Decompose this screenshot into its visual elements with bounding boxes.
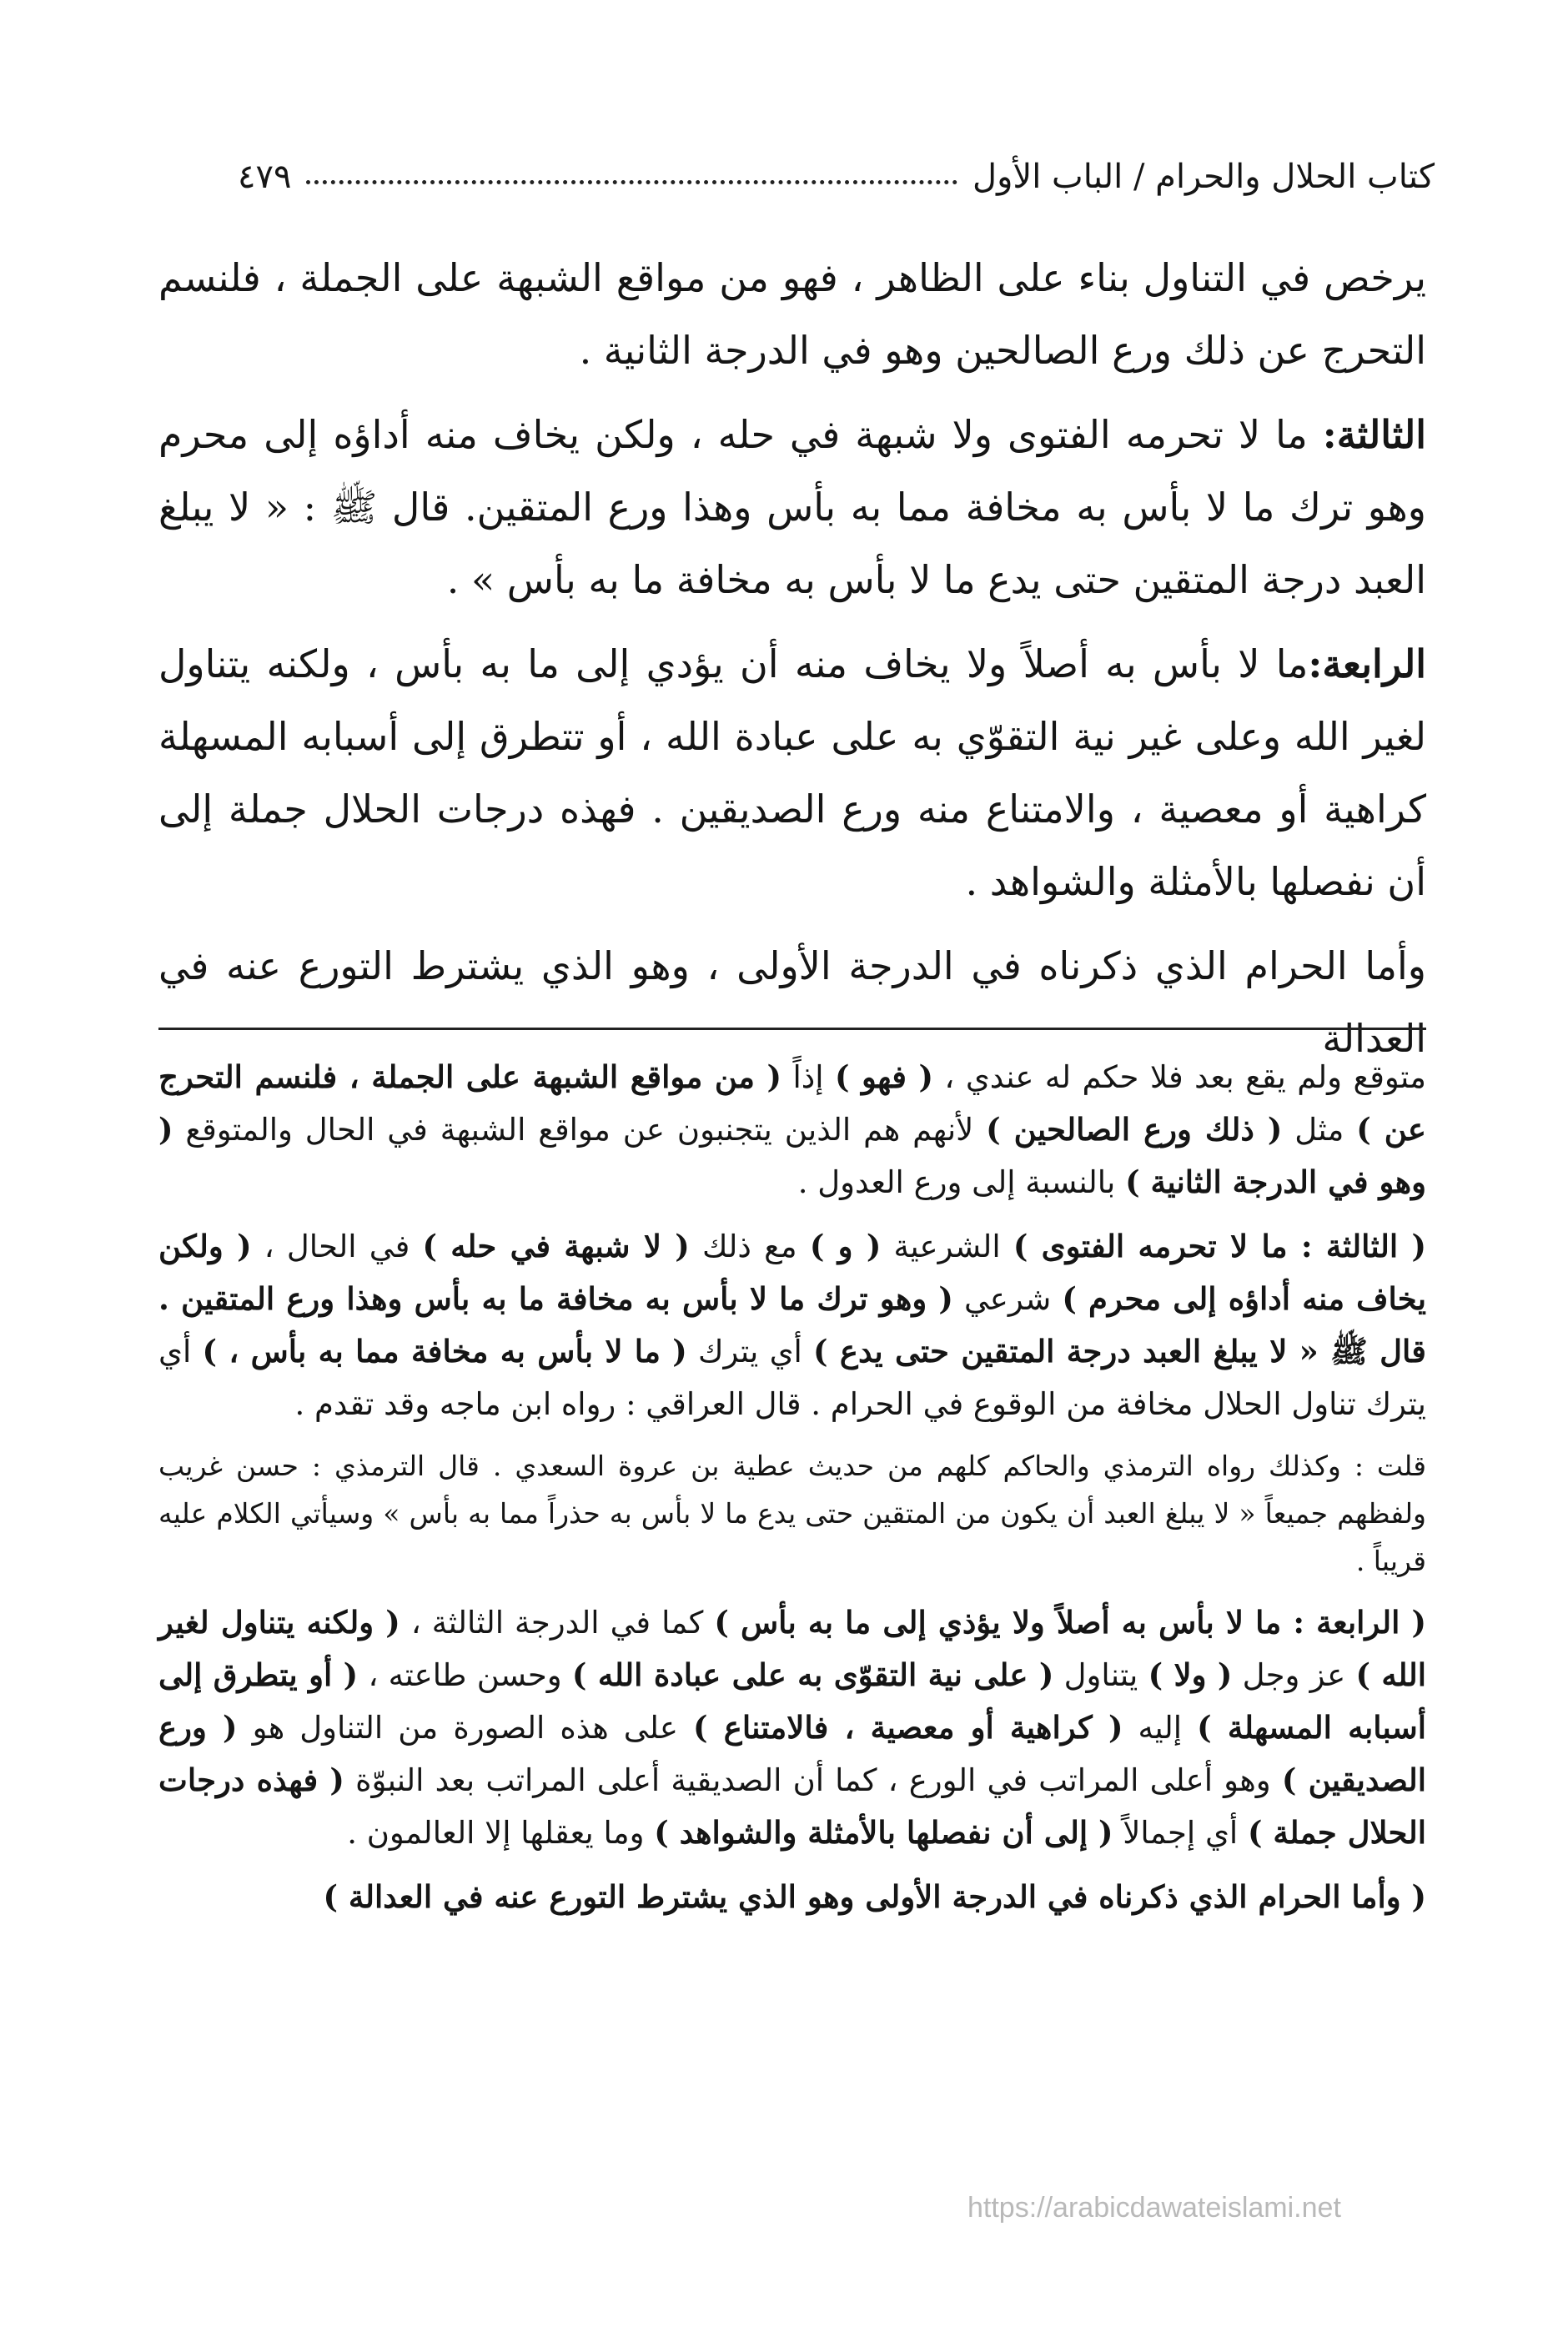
- quoted-text: ( ما لا بأس به مخافة مما به بأس ، ): [202, 1333, 687, 1370]
- text-run: يتناول: [1053, 1657, 1148, 1693]
- paragraph-body: ما لا تحرمه الفتوى ولا شبهة في حله ، ولكن يخاف منه أداؤه إلى محرم وهو ترك ما لا بأس به مخافة مما به بأس وهذا ورع المتقين. قال ﷺ : « لا يبلغ العبد درجة المتقين حتى يدع ما لا بأس به مخافة ما به بأس » .: [158, 412, 1426, 602]
- quoted-text: ( على نية التقوّى به على عبادة الله ): [571, 1656, 1054, 1693]
- running-header: [238, 138, 1435, 196]
- text-run: أي يترك تناول الحلال مخافة من الوقوع في الحرام . قال العراقي : رواه ابن ماجه وقد تقدم .: [158, 1334, 1426, 1422]
- text-run: وحسن طاعته ،: [358, 1657, 572, 1693]
- text-run: شرعي: [952, 1281, 1063, 1317]
- quoted-text: ( وأما الحرام الذي ذكرناه في الدرجة الأولى وهو الذي يشترط التورع عنه في العدالة ): [323, 1878, 1426, 1915]
- commentary-paragraph-1: [158, 1051, 1426, 1209]
- text-run: أي يترك: [686, 1334, 814, 1370]
- text-run: إذاً: [781, 1059, 835, 1095]
- text-run: وهو أعلى المراتب في الورع ، كما أن الصديقية أعلى المراتب بعد النبوّة: [344, 1762, 1282, 1798]
- text-run: عز وجل: [1232, 1657, 1356, 1693]
- text-run: في الحال ،: [251, 1229, 423, 1264]
- quoted-text: ( ولا ): [1148, 1656, 1233, 1693]
- text-run: بالنسبة إلى ورع العدول .: [797, 1164, 1126, 1200]
- commentary-paragraph-4: [158, 1596, 1426, 1859]
- quoted-text: ( أو يتطرق إلى أسبابه المسهلة ): [158, 1656, 1426, 1746]
- paragraph-lead-fourth: الرابعة:: [1308, 641, 1426, 686]
- commentary-paragraph-2: [158, 1220, 1426, 1430]
- quoted-text: ( الثالثة : ما لا تحرمه الفتوى ): [1013, 1228, 1426, 1264]
- quoted-text: ( فهو ): [834, 1058, 933, 1095]
- text-run: مع ذلك: [689, 1229, 810, 1264]
- main-text: [158, 242, 1426, 1087]
- text-run: متوقع ولم يقع بعد فلا حكم له عندي ،: [932, 1059, 1426, 1095]
- quoted-text: ( ورع الصديقين ): [158, 1709, 1426, 1798]
- watermark-url: https://arabicdawateislami.net: [967, 2192, 1341, 2224]
- quoted-text: ( ذلك ورع الصالحين ): [986, 1111, 1283, 1148]
- quoted-text: ( و ): [809, 1228, 882, 1264]
- commentary-paragraph-3: قلت : وكذلك رواه الترمذي والحاكم كلهم من حديث عطية بن عروة السعدي . قال الترمذي : حسن غريب ولفظهم جميعاً « لا يبلغ العبد أن يكون من المتقين حتى يدع ما لا بأس به حذراً مما به بأس » وسيأتي الكلام عليه قريباً .: [158, 1450, 1426, 1577]
- quoted-text: ( من مواقع الشبهة على الجملة ، فلنسم التحرج عن ): [158, 1058, 1427, 1148]
- page-number: ٤٧٩: [238, 158, 292, 196]
- quoted-text: ( وهو ترك ما لا بأس به مخافة ما به بأس وهذا ورع المتقين . قال ﷺ « لا يبلغ العبد درجة المتقين حتى يدع ): [158, 1280, 1426, 1370]
- separator-rule: [158, 1028, 1426, 1030]
- text-run: مثل: [1282, 1112, 1357, 1148]
- paragraph-lead-third: الثالثة:: [1322, 412, 1426, 457]
- quoted-text: ( ولكنه يتناول لغير الله ): [158, 1604, 1426, 1693]
- main-paragraph-3: [158, 628, 1426, 918]
- text-run: وما يعقلها إلا العالمون .: [347, 1815, 655, 1851]
- commentary-paragraph-5: [158, 1871, 1426, 1923]
- paragraph-body: ما لا بأس به أصلاً ولا يخاف منه أن يؤدي إلى ما به بأس ، ولكنه يتناول لغير الله وعلى غير نية التقوّي به على عبادة الله ، أو تتطرق إلى أسبابه المسهلة كراهية أو معصية ، والامتناع منه ورع الصديقين . فهذه درجات الحلال جملة إلى أن نفصلها بالأمثلة والشواهد .: [158, 641, 1426, 904]
- quoted-text: ( إلى أن نفصلها بالأمثلة والشواهد ): [654, 1814, 1113, 1851]
- header-title: كتاب الحلال والحرام / الباب الأول: [972, 158, 1435, 196]
- quoted-text: ( كراهية أو معصية ، فالامتناع ): [693, 1709, 1123, 1746]
- quoted-text: ( ولكن يخاف منه أداؤه إلى محرم ): [158, 1228, 1426, 1317]
- quoted-text: ( فهذه درجات الحلال جملة ): [158, 1762, 1426, 1851]
- header-dot-leader: [306, 180, 957, 184]
- quoted-text: ( الرابعة : ما لا بأس به أصلاً ولا يؤذي إلى ما به بأس ): [714, 1604, 1426, 1641]
- text-run: كما في الدرجة الثالثة ،: [400, 1605, 715, 1641]
- text-run: على هذه الصورة من التناول هو: [237, 1710, 694, 1746]
- main-paragraph-4: وأما الحرام الذي ذكرناه في الدرجة الأولى ، وهو الذي يشترط التورع عنه في العدالة: [158, 943, 1426, 1061]
- main-paragraph-1: يرخص في التناول بناء على الظاهر ، فهو من مواقع الشبهة على الجملة ، فلنسم التحرج عن ذلك ورع الصالحين وهو في الدرجة الثانية .: [158, 255, 1426, 373]
- quoted-text: ( لا شبهة في حله ): [422, 1228, 690, 1264]
- text-run: الشرعية: [881, 1229, 1013, 1264]
- text-run: أي إجمالاً: [1113, 1815, 1248, 1851]
- main-paragraph-2: [158, 399, 1426, 616]
- text-run: إليه: [1123, 1710, 1198, 1746]
- commentary-section: [158, 1051, 1426, 1935]
- quoted-text: ( وهو في الدرجة الثانية ): [158, 1111, 1426, 1200]
- text-run: لأنهم هم الذين يتجنبون عن مواقع الشبهة في الحال والمتوقع: [173, 1112, 987, 1148]
